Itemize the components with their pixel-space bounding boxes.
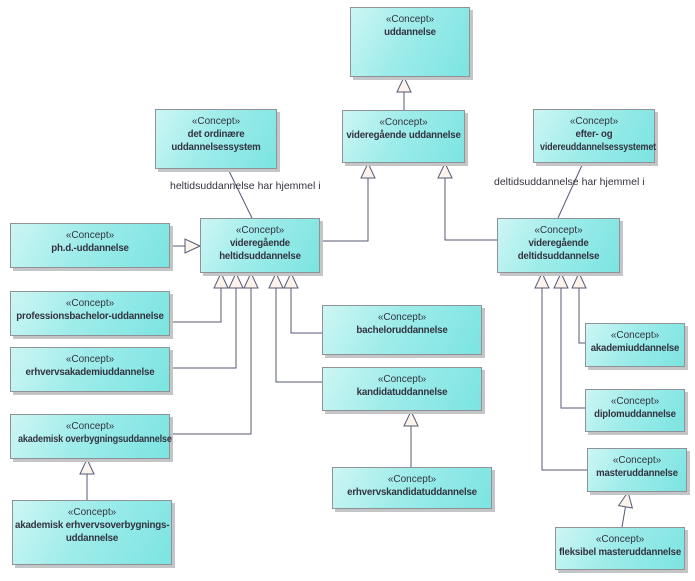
edge-efter-og-videreuddannelsessystemet--videregaaende-deltidsuddannelse — [558, 163, 583, 218]
generalization-arrowhead — [572, 273, 586, 288]
stereotype-label: «Concept» — [387, 474, 437, 485]
concept-node-bacheloruddannelse[interactable] — [322, 305, 482, 355]
edge-professionsbachelor-uddannelse--videregaaende-heltidsuddannelse — [170, 288, 221, 322]
edge-erhvervsakademiuddannelse--videregaaende-heltidsuddannelse — [170, 288, 236, 368]
edge-videregaaende-deltidsuddannelse--videregaaende-uddannelse — [445, 178, 497, 240]
concept-name: efter- og — [575, 129, 613, 140]
concept-name: heltidsuddannelse — [219, 251, 301, 262]
concept-name: uddannelsessystem — [171, 142, 261, 153]
concept-node-diplomuddannelse[interactable] — [585, 389, 685, 432]
stereotype-label: «Concept» — [610, 396, 660, 407]
edge-det-ordinaere-uddannelsessystem--videregaaende-heltidsuddannelse — [228, 169, 252, 218]
stereotype-label: «Concept» — [610, 330, 660, 341]
generalization-arrowhead — [214, 273, 228, 288]
concept-name: det ordinære — [187, 129, 245, 140]
edge-akademisk-overbygningsuddannelse--videregaaende-heltidsuddannelse — [170, 288, 251, 434]
edge-fleksibel-masteruddannelse--masteruddannelse — [622, 507, 625, 527]
concept-node-videregaaende-uddannelse[interactable] — [342, 110, 465, 163]
edge-kandidatuddannelse--videregaaende-heltidsuddannelse — [276, 288, 322, 382]
concept-node-erhvervskandidatuddannelse[interactable] — [332, 467, 492, 509]
generalization-arrowhead — [361, 163, 375, 178]
generalization-arrowhead — [284, 273, 298, 288]
generalization-arrowhead — [397, 77, 411, 92]
concept-node-uddannelse[interactable] — [350, 7, 470, 77]
stereotype-label: «Concept» — [612, 455, 662, 466]
stereotype-label: «Concept» — [65, 354, 115, 365]
generalization-arrowhead — [438, 163, 452, 178]
concept-name: akademiuddannelse — [590, 343, 680, 354]
concept-node-videregaaende-deltidsuddannelse[interactable] — [497, 218, 620, 273]
concept-node-fleksibel-masteruddannelse[interactable] — [555, 527, 685, 570]
generalization-arrowhead — [229, 273, 243, 288]
concept-name: akademisk overbygningsuddannelse — [18, 434, 172, 445]
stereotype-label: «Concept» — [65, 230, 115, 241]
generalization-arrowhead — [535, 273, 549, 288]
concept-name: ph.d.-uddannelse — [51, 243, 129, 254]
concept-node-kandidatuddannelse[interactable] — [322, 367, 482, 411]
concept-node-erhvervsakademiuddannelse[interactable] — [10, 347, 170, 392]
generalization-arrowhead — [269, 273, 283, 288]
concept-node-masteruddannelse[interactable] — [587, 448, 687, 492]
concept-node-professionsbachelor-uddannelse[interactable] — [10, 291, 170, 336]
concept-name: fleksibel masteruddannelse — [558, 547, 682, 558]
concept-node-akademisk-erhvervsoverbygnings-uddannelse[interactable] — [12, 500, 172, 565]
concept-node-efter-og-videreuddannelsessystemet[interactable] — [533, 109, 655, 163]
edge-videregaaende-heltidsuddannelse--videregaaende-uddannelse — [320, 178, 368, 241]
stereotype-label: «Concept» — [67, 507, 117, 518]
edge-diplomuddannelse--videregaaende-deltidsuddannelse — [561, 288, 585, 408]
stereotype-label: «Concept» — [235, 225, 285, 236]
generalization-arrowhead — [80, 459, 94, 474]
concept-node-akademiuddannelse[interactable] — [585, 323, 685, 367]
edge-bacheloruddannelse--videregaaende-heltidsuddannelse — [291, 288, 322, 333]
edge-label: heltidsuddannelse har hjemmel i — [170, 180, 321, 192]
stereotype-label: «Concept» — [377, 374, 427, 385]
generalization-arrowhead — [185, 239, 200, 253]
stereotype-label: «Concept» — [534, 225, 583, 236]
concept-name: diplomuddannelse — [594, 409, 676, 420]
stereotype-label: «Concept» — [379, 117, 428, 128]
concept-name: videregående — [528, 238, 589, 249]
concept-name: kandidatuddannelse — [356, 387, 448, 398]
generalization-arrowhead — [244, 273, 258, 288]
concept-name: professionsbachelor-uddannelse — [16, 311, 164, 322]
generalization-arrowhead — [619, 492, 633, 508]
concept-name: masteruddannelse — [596, 468, 678, 479]
concept-name: uddannelse — [65, 533, 119, 544]
edge-label: deltidsuddannelse har hjemmel i — [494, 176, 645, 188]
concept-name: akademisk erhvervsoverbygnings- — [15, 520, 170, 531]
edge-masteruddannelse--videregaaende-deltidsuddannelse — [542, 288, 587, 470]
concept-name: bacheloruddannelse — [356, 325, 448, 336]
stereotype-label: «Concept» — [385, 14, 435, 25]
concept-node-videregaaende-heltidsuddannelse[interactable] — [200, 218, 320, 273]
concept-node-akademisk-overbygningsuddannelse[interactable] — [10, 414, 170, 459]
stereotype-label: «Concept» — [595, 534, 645, 545]
stereotype-label: «Concept» — [377, 312, 427, 323]
concept-node-phd-uddannelse[interactable] — [10, 223, 170, 268]
generalization-arrowhead — [554, 273, 568, 288]
concept-name: videregående uddannelse — [346, 130, 461, 141]
concept-name: videreuddannelsessystemet — [540, 142, 657, 153]
concept-name: videregående — [230, 238, 290, 249]
stereotype-label: «Concept» — [191, 116, 241, 127]
concept-name: deltidsuddannelse — [517, 251, 600, 262]
concept-name: uddannelse — [384, 27, 436, 38]
concept-node-det-ordinaere-uddannelsessystem[interactable] — [155, 109, 277, 169]
concept-name: erhvervskandidatuddannelse — [347, 487, 477, 498]
generalization-arrowhead — [404, 411, 418, 426]
concept-name: erhvervsakademiuddannelse — [25, 367, 155, 378]
stereotype-label: «Concept» — [569, 116, 619, 127]
stereotype-label: «Concept» — [65, 421, 115, 432]
stereotype-label: «Concept» — [65, 298, 115, 309]
